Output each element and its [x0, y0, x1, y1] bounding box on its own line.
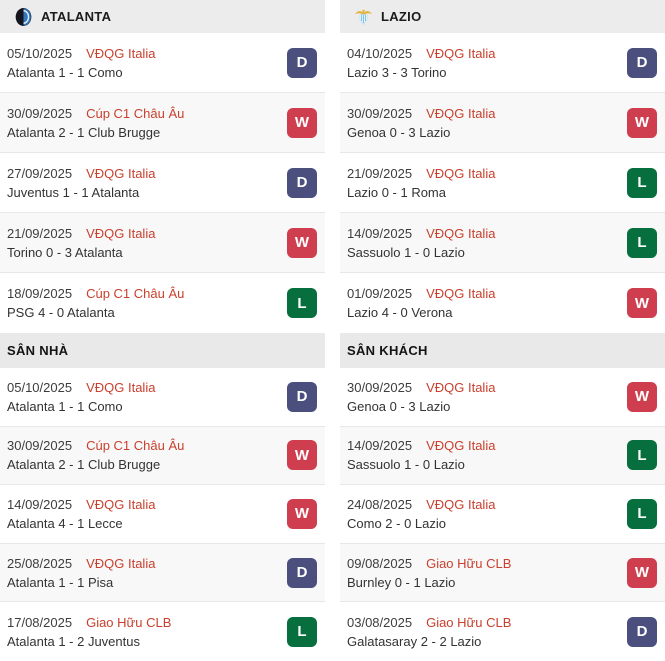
result-badge: L: [627, 228, 657, 258]
match-date: 09/08/2025: [347, 555, 413, 571]
match-date: 04/10/2025: [347, 45, 413, 61]
competition-link[interactable]: VĐQG Italia: [426, 225, 496, 241]
team-column-atalanta: [0, 0, 325, 661]
competition-link[interactable]: Giao Hữu CLB: [426, 614, 512, 630]
recent-form-list-atalanta: [0, 33, 325, 333]
result-badge: W: [627, 382, 657, 412]
match-score: Atalanta 2 - 1 Club Brugge: [7, 457, 161, 473]
match-date: 05/10/2025: [7, 45, 73, 61]
team-name: LAZIO: [381, 9, 422, 24]
match-row[interactable]: [340, 485, 665, 544]
match-score: Atalanta 1 - 1 Como: [7, 398, 123, 414]
competition-link[interactable]: Cúp C1 Châu Âu: [86, 286, 185, 301]
match-row[interactable]: [0, 368, 325, 427]
competition-link[interactable]: VĐQG Italia: [86, 45, 156, 61]
home-form-list-atalanta: [0, 368, 325, 661]
match-row[interactable]: [0, 213, 325, 273]
result-badge: L: [627, 168, 657, 198]
competition-link[interactable]: VĐQG Italia: [426, 105, 496, 121]
match-info: [7, 556, 287, 590]
competition-link[interactable]: VĐQG Italia: [86, 496, 156, 512]
atalanta-crest-icon: [14, 6, 33, 27]
result-badge: W: [287, 440, 317, 470]
match-info: [347, 106, 627, 140]
result-badge: D: [287, 48, 317, 78]
match-row[interactable]: [340, 427, 665, 486]
match-info: [347, 380, 627, 414]
match-score: Lazio 0 - 1 Roma: [347, 184, 446, 200]
result-badge: W: [627, 108, 657, 138]
match-date: 21/09/2025: [7, 225, 73, 241]
match-date: 05/10/2025: [7, 379, 73, 395]
match-row[interactable]: [340, 93, 665, 153]
team-header-atalanta: [0, 0, 325, 33]
match-date: 25/08/2025: [7, 555, 73, 571]
match-info: [347, 497, 627, 531]
result-badge: D: [287, 168, 317, 198]
result-badge: W: [287, 228, 317, 258]
match-score: Sassuolo 1 - 0 Lazio: [347, 244, 465, 260]
match-score: Atalanta 2 - 1 Club Brugge: [7, 124, 161, 140]
match-score: Atalanta 1 - 2 Juventus: [7, 633, 140, 649]
section-title: SÂN NHÀ: [7, 343, 69, 358]
competition-link[interactable]: VĐQG Italia: [426, 165, 496, 181]
competition-link[interactable]: Giao Hữu CLB: [426, 555, 512, 571]
match-row[interactable]: [340, 213, 665, 273]
team-header-lazio: [340, 0, 665, 33]
section-title: SÂN KHÁCH: [347, 343, 428, 358]
match-info: [347, 46, 627, 80]
match-row[interactable]: [340, 153, 665, 213]
match-row[interactable]: [0, 153, 325, 213]
section-header-home: [0, 333, 325, 368]
match-row[interactable]: [0, 93, 325, 153]
match-row[interactable]: [340, 273, 665, 333]
match-score: Atalanta 1 - 1 Pisa: [7, 574, 114, 590]
match-score: Atalanta 1 - 1 Como: [7, 64, 123, 80]
competition-link[interactable]: VĐQG Italia: [86, 225, 156, 241]
match-info: [7, 286, 287, 320]
match-date: 24/08/2025: [347, 496, 413, 512]
team-column-lazio: [340, 0, 665, 661]
match-info: [347, 438, 627, 472]
match-info: [347, 166, 627, 200]
result-badge: L: [287, 288, 317, 318]
competition-link[interactable]: VĐQG Italia: [426, 45, 496, 61]
match-score: Burnley 0 - 1 Lazio: [347, 574, 456, 590]
result-badge: D: [287, 382, 317, 412]
match-row[interactable]: [0, 273, 325, 333]
match-date: 14/09/2025: [347, 438, 413, 454]
match-info: [347, 286, 627, 320]
result-badge: W: [627, 558, 657, 588]
match-info: [347, 615, 627, 649]
lazio-eagle-icon: [354, 6, 373, 27]
match-score: Como 2 - 0 Lazio: [347, 515, 446, 531]
match-row[interactable]: [0, 544, 325, 603]
match-row[interactable]: [340, 33, 665, 93]
match-date: 14/09/2025: [7, 496, 73, 512]
team-name: ATALANTA: [41, 9, 112, 24]
recent-form-list-lazio: [340, 33, 665, 333]
match-date: 01/09/2025: [347, 286, 413, 301]
away-form-list-lazio: [340, 368, 665, 661]
match-date: 18/09/2025: [7, 286, 73, 301]
competition-link[interactable]: VĐQG Italia: [426, 438, 496, 454]
match-info: [7, 166, 287, 200]
result-badge: D: [287, 558, 317, 588]
match-date: 30/09/2025: [7, 438, 73, 454]
match-row[interactable]: [0, 33, 325, 93]
result-badge: L: [627, 499, 657, 529]
match-date: 03/08/2025: [347, 614, 413, 630]
match-date: 30/09/2025: [7, 105, 73, 121]
match-date: 27/09/2025: [7, 165, 73, 181]
match-date: 17/08/2025: [7, 614, 73, 630]
match-row[interactable]: [340, 602, 665, 661]
match-score: Galatasaray 2 - 2 Lazio: [347, 633, 482, 649]
match-row[interactable]: [340, 368, 665, 427]
competition-link[interactable]: Cúp C1 Châu Âu: [86, 438, 185, 454]
match-date: 30/09/2025: [347, 379, 413, 395]
match-score: Lazio 3 - 3 Torino: [347, 64, 447, 80]
match-date: 14/09/2025: [347, 225, 413, 241]
match-score: Genoa 0 - 3 Lazio: [347, 124, 451, 140]
competition-link[interactable]: VĐQG Italia: [86, 379, 156, 395]
match-info: [7, 106, 287, 140]
result-badge: W: [287, 499, 317, 529]
match-info: [347, 226, 627, 260]
match-row[interactable]: [0, 427, 325, 486]
match-info: [7, 497, 287, 531]
match-score: Torino 0 - 3 Atalanta: [7, 244, 123, 260]
match-score: Sassuolo 1 - 0 Lazio: [347, 457, 465, 473]
competition-link[interactable]: VĐQG Italia: [426, 286, 496, 301]
result-badge: W: [287, 108, 317, 138]
match-info: [7, 46, 287, 80]
result-badge: D: [627, 48, 657, 78]
competition-link[interactable]: VĐQG Italia: [426, 496, 496, 512]
match-info: [347, 556, 627, 590]
match-date: 21/09/2025: [347, 165, 413, 181]
match-row[interactable]: [0, 602, 325, 661]
result-badge: L: [627, 440, 657, 470]
match-info: [7, 615, 287, 649]
match-score: Atalanta 4 - 1 Lecce: [7, 515, 123, 531]
match-date: 30/09/2025: [347, 105, 413, 121]
match-score: Genoa 0 - 3 Lazio: [347, 398, 451, 414]
competition-link[interactable]: Cúp C1 Châu Âu: [86, 105, 185, 121]
match-row[interactable]: [0, 485, 325, 544]
match-score: Lazio 4 - 0 Verona: [347, 305, 453, 320]
match-score: PSG 4 - 0 Atalanta: [7, 305, 115, 320]
competition-link[interactable]: VĐQG Italia: [86, 555, 156, 571]
result-badge: D: [627, 617, 657, 647]
competition-link[interactable]: VĐQG Italia: [86, 165, 156, 181]
match-info: [7, 380, 287, 414]
competition-link[interactable]: VĐQG Italia: [426, 379, 496, 395]
competition-link[interactable]: Giao Hữu CLB: [86, 614, 172, 630]
result-badge: W: [627, 288, 657, 318]
match-score: Juventus 1 - 1 Atalanta: [7, 184, 140, 200]
section-header-away: [340, 333, 665, 368]
match-info: [7, 438, 287, 472]
match-row[interactable]: [340, 544, 665, 603]
result-badge: L: [287, 617, 317, 647]
match-info: [7, 226, 287, 260]
